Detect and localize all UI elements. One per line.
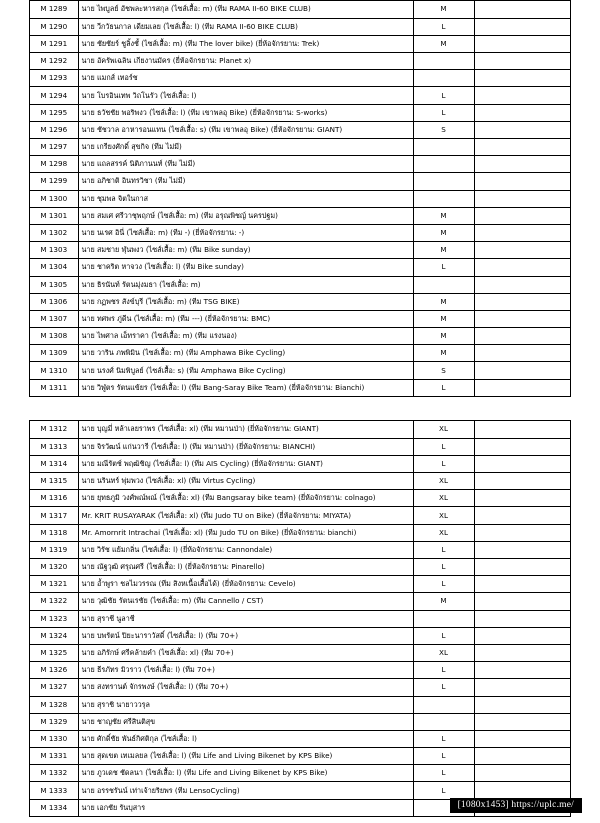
cell-size: L (413, 87, 474, 104)
table-row (30, 662, 570, 679)
cell-extra (474, 541, 570, 558)
cell-id: M 1293 (30, 70, 78, 87)
cell-size: M (413, 310, 474, 327)
cell-size: S (413, 121, 474, 138)
cell-name: นาย สุดเขต เทเมลยล (ไซส์เสื้อ: l) (ทีม Life and Living Bikenet by KPS Bike) (78, 748, 413, 765)
cell-id: M 1296 (30, 121, 78, 138)
cell-name: นาย บพรัตน์ ปิยะนาราวัสดิ์ (ไซส์เสื้อ: l) (ทีม 70+) (78, 627, 413, 644)
cell-extra (474, 679, 570, 696)
table-row (30, 207, 570, 224)
cell-id: M 1295 (30, 104, 78, 121)
cell-name: นาย นเรศ อินี่ (ไซส์เสื้อ: m) (ทีม -) (ยี่ห้อจักรยาน: -) (78, 224, 413, 241)
cell-extra (474, 242, 570, 259)
cell-extra (474, 18, 570, 35)
cell-extra (474, 259, 570, 276)
cell-size: L (413, 541, 474, 558)
table-row (30, 507, 570, 524)
cell-id: M 1289 (30, 1, 78, 18)
watermark: [1080x1453] https://uplc.me/ (450, 798, 582, 813)
cell-extra (474, 156, 570, 173)
cell-name: นาย ชุมพล จิตในกาส (78, 190, 413, 207)
cell-id: M 1310 (30, 362, 78, 379)
cell-extra (474, 87, 570, 104)
cell-id: M 1329 (30, 713, 78, 730)
table-row (30, 53, 570, 70)
cell-extra (474, 559, 570, 576)
cell-name: นาย ศักดิ์ชัย พันธ์กิศติกุล (ไซส์เสื้อ: l) (78, 730, 413, 747)
cell-size (413, 70, 474, 87)
table-row (30, 559, 570, 576)
cell-id: M 1306 (30, 293, 78, 310)
cell-extra (474, 576, 570, 593)
cell-size: XL (413, 524, 474, 541)
registration-table (30, 1, 570, 396)
cell-id: M 1323 (30, 610, 78, 627)
cell-id: M 1299 (30, 173, 78, 190)
table-row (30, 748, 570, 765)
cell-size: M (413, 1, 474, 18)
cell-extra (474, 421, 570, 438)
cell-id: M 1319 (30, 541, 78, 558)
table-row (30, 473, 570, 490)
cell-extra (474, 730, 570, 747)
table-row (30, 524, 570, 541)
cell-name: นาย จิรวัฒน์ แก่นวารี (ไซส์เสื้อ: l) (ทีม หมานป่า) (ยี่ห้อจักรยาน: BIANCHI) (78, 438, 413, 455)
table-row (30, 782, 570, 799)
cell-id: M 1324 (30, 627, 78, 644)
cell-extra (474, 310, 570, 327)
cell-size: XL (413, 644, 474, 661)
cell-extra (474, 224, 570, 241)
cell-name: นาย ทศพร ภู่ดีน (ไซส์เสื้อ: m) (ทีม ---) (ยี่ห้อจักรยาน: BMC) (78, 310, 413, 327)
table-row (30, 345, 570, 362)
cell-size: L (413, 748, 474, 765)
cell-id: M 1304 (30, 259, 78, 276)
table-row (30, 276, 570, 293)
cell-name: นาย วาริน ภพพิมิน (ไซส์เสื้อ: m) (ทีม Amphawa Bike Cycling) (78, 345, 413, 362)
cell-name: Mr. KRIT RUSAYARAK (ไซส์เสื้อ: xl) (ทีม Judo TU on Bike) (ยี่ห้อจักรยาน: MIYATA) (78, 507, 413, 524)
table-row (30, 576, 570, 593)
table-row (30, 293, 570, 310)
cell-size: L (413, 379, 474, 396)
cell-extra (474, 362, 570, 379)
cell-extra (474, 35, 570, 52)
cell-size (413, 156, 474, 173)
cell-id: M 1308 (30, 328, 78, 345)
cell-id: M 1321 (30, 576, 78, 593)
cell-id: M 1298 (30, 156, 78, 173)
cell-name: นาย ภูวเดช ชัดลนา (ไซส์เสื้อ: l) (ทีม Life and Living Bikenet by KPS Bike) (78, 765, 413, 782)
cell-extra (474, 276, 570, 293)
cell-name: นาย เกรียงศักดิ์ สุขกิจ (ทีม ไม่มี) (78, 139, 413, 156)
cell-id: M 1311 (30, 379, 78, 396)
cell-id: M 1303 (30, 242, 78, 259)
cell-extra (474, 121, 570, 138)
cell-name: นาย วุฒิชัย รัตนเรชัย (ไซส์เสื้อ: m) (ทีม Cannello / CST) (78, 593, 413, 610)
cell-id: M 1302 (30, 224, 78, 241)
table-row (30, 541, 570, 558)
cell-id: M 1290 (30, 18, 78, 35)
cell-id: M 1326 (30, 662, 78, 679)
cell-extra (474, 713, 570, 730)
cell-extra (474, 173, 570, 190)
cell-extra (474, 438, 570, 455)
table-row (30, 121, 570, 138)
cell-name: นาย ชาคริต หาจวง (ไซส์เสื้อ: l) (ทีม Bike sunday) (78, 259, 413, 276)
table-row (30, 644, 570, 661)
cell-id: M 1334 (30, 799, 78, 816)
cell-id: M 1292 (30, 53, 78, 70)
cell-extra (474, 139, 570, 156)
cell-size: M (413, 293, 474, 310)
table-row (30, 730, 570, 747)
table-row (30, 679, 570, 696)
cell-name: นาย ชัชวาล อาหารอนแทน (ไซส์เสื้อ: s) (ทีม เขาพลอุ Bike) (ยี่ห้อจักรยาน: GIANT) (78, 121, 413, 138)
cell-id: M 1330 (30, 730, 78, 747)
table-row (30, 35, 570, 52)
cell-name: นาย อัครัพเฉลิน เกียงานมัคร (ยี่ห้อจักรยาน: Planet x) (78, 53, 413, 70)
cell-name: นาย ธิรนันท์ รัตนมุ่งมธา (ไซส์เสื้อ: m) (78, 276, 413, 293)
cell-extra (474, 782, 570, 799)
cell-name: นาย วิฬูตร รัตนแข้ยร (ไซส์เสื้อ: l) (ทีม Bang-Saray Bike Team) (ยี่ห้อจักรยาน: Bianchi) (78, 379, 413, 396)
cell-name: นาย โบรอินเทพ วิถโนรัว (ไซส์เสื้อ: l) (78, 87, 413, 104)
cell-id: M 1309 (30, 345, 78, 362)
cell-extra (474, 1, 570, 18)
cell-name: นาย นรินทร์ พุ่มพวง (ไซส์เสื้อ: xl) (ทีม Virtus Cycling) (78, 473, 413, 490)
cell-id: M 1307 (30, 310, 78, 327)
cell-id: M 1322 (30, 593, 78, 610)
table-row (30, 593, 570, 610)
table-row (30, 455, 570, 472)
cell-id: M 1314 (30, 455, 78, 472)
cell-id: M 1325 (30, 644, 78, 661)
table-row (30, 610, 570, 627)
cell-id: M 1318 (30, 524, 78, 541)
cell-extra (474, 627, 570, 644)
cell-size: L (413, 679, 474, 696)
cell-id: M 1294 (30, 87, 78, 104)
cell-size: L (413, 765, 474, 782)
table-row (30, 438, 570, 455)
cell-id: M 1328 (30, 696, 78, 713)
registration-table-block-2 (29, 420, 571, 817)
cell-size: L (413, 576, 474, 593)
cell-extra (474, 696, 570, 713)
cell-size: L (413, 627, 474, 644)
cell-size: S (413, 362, 474, 379)
cell-extra (474, 190, 570, 207)
cell-name: นาย อรรชรันน์ เท่าเจ้ายริยพร (ทีม LensoCycling) (78, 782, 413, 799)
table-row (30, 490, 570, 507)
cell-size (413, 713, 474, 730)
table-row (30, 224, 570, 241)
cell-name: นาย กฏพชร สังข์บุรี (ไซส์เสื้อ: m) (ทีม TSG BIKE) (78, 293, 413, 310)
cell-extra (474, 293, 570, 310)
cell-name: นาย วิรัช แย้มกลิ่น (ไซส์เสื้อ: l) (ยี่ห้อจักรยาน: Cannondale) (78, 541, 413, 558)
cell-id: M 1300 (30, 190, 78, 207)
cell-size: M (413, 242, 474, 259)
cell-extra (474, 70, 570, 87)
cell-size: L (413, 730, 474, 747)
cell-extra (474, 507, 570, 524)
cell-size: L (413, 662, 474, 679)
cell-extra (474, 328, 570, 345)
cell-extra (474, 662, 570, 679)
cell-size: XL (413, 421, 474, 438)
cell-size: L (413, 782, 474, 799)
cell-name: นาย สุราชิ นายาววรุล (78, 696, 413, 713)
table-row (30, 713, 570, 730)
cell-id: M 1327 (30, 679, 78, 696)
table-row (30, 242, 570, 259)
cell-name: นาย ธีรภัทร มิวราว (ไซส์เสื้อ: l) (ทีม 70+) (78, 662, 413, 679)
table-row (30, 173, 570, 190)
cell-name: นาย นรงศ์ นิมพิบูลย์ (ไซส์เสื้อ: s) (ทีม Amphawa Bike Cycling) (78, 362, 413, 379)
cell-extra (474, 207, 570, 224)
cell-size: L (413, 259, 474, 276)
cell-name: นาย แมกส์ เทอร์ช (78, 70, 413, 87)
cell-name: นาย อภิชาติ อินทรวิชา (ทีม ไม่มี) (78, 173, 413, 190)
cell-name: นาย ยุทธภูมิ วงศ์พณ์พณ์ (ไซส์เสื้อ: xl) (ทีม Bangsaray bike team) (ยี่ห้อจักรยาน: colnago) (78, 490, 413, 507)
cell-name: นาย บุญมี่ หล้าเลยราพร (ไซส์เสื้อ: xl) (ทีม หมานป่า) (ยี่ห้อจักรยาน: GIANT) (78, 421, 413, 438)
cell-extra (474, 748, 570, 765)
cell-name: นาย แถลสรรค์ นิติภานนท์ (ทีม ไม่มี) (78, 156, 413, 173)
cell-extra (474, 644, 570, 661)
cell-name: นาย สุราชี นูลาชี (78, 610, 413, 627)
cell-size: M (413, 328, 474, 345)
cell-name: นาย ชัยชัยร์ ชูลิ้งชั้ (ไซส์เสื้อ: m) (ทีม The lover bike) (ยี่ห้อจักรยาน: Trek) (78, 35, 413, 52)
cell-extra (474, 490, 570, 507)
cell-name: นาย อ้ำพูรา ชลไมวรรณ (ทีม สิงหเนื้อเสื้อได้) (ยี่ห้อจักรยาน: Cevelo) (78, 576, 413, 593)
cell-size (413, 53, 474, 70)
table-row (30, 156, 570, 173)
cell-extra (474, 765, 570, 782)
cell-name: นาย วีกวัธนกาล เดียมเลย (ไซส์เสื้อ: l) (ทีม RAMA II-60 BIKE CLUB) (78, 18, 413, 35)
table-row (30, 310, 570, 327)
cell-size: L (413, 18, 474, 35)
cell-size: XL (413, 473, 474, 490)
cell-size: M (413, 224, 474, 241)
table-row (30, 87, 570, 104)
cell-size: L (413, 104, 474, 121)
cell-id: M 1317 (30, 507, 78, 524)
table-row (30, 259, 570, 276)
cell-name: นาย ชาญชัย ศรีสินติสุข (78, 713, 413, 730)
cell-extra (474, 345, 570, 362)
cell-size (413, 173, 474, 190)
cell-name: นาย สมชาย ฬุ่นพงว (ไซส์เสื้อ: m) (ทีม Bike sunday) (78, 242, 413, 259)
cell-id: M 1316 (30, 490, 78, 507)
cell-id: M 1297 (30, 139, 78, 156)
cell-name: นาย เอกชัย รันบุสาร (78, 799, 413, 816)
cell-id: M 1301 (30, 207, 78, 224)
table-row (30, 627, 570, 644)
table-row (30, 379, 570, 396)
table-row (30, 104, 570, 121)
cell-id: M 1291 (30, 35, 78, 52)
cell-name: นาย มณีรัตช์ พฤฒิชิญ (ไซส์เสื้อ: l) (ทีม AIS Cycling) (ยี่ห้อจักรยาน: GIANT) (78, 455, 413, 472)
cell-size (413, 696, 474, 713)
cell-name: นาย ไพศาล เอ็ทราคา (ไซส์เสื้อ: m) (ทีม แรงนอง) (78, 328, 413, 345)
cell-size: M (413, 207, 474, 224)
cell-id: M 1320 (30, 559, 78, 576)
cell-size (413, 276, 474, 293)
cell-name: Mr. Amornrit Intrachai (ไซส์เสื้อ: xl) (ทีม Judo TU on Bike) (ยี่ห้อจักรยาน: bianchi) (78, 524, 413, 541)
table-row (30, 139, 570, 156)
cell-size: XL (413, 490, 474, 507)
cell-id: M 1312 (30, 421, 78, 438)
cell-name: นาย อภิรักษ์ ศรีคล้ายคำ (ไซส์เสื้อ: xl) (ทีม 70+) (78, 644, 413, 661)
cell-extra (474, 455, 570, 472)
cell-extra (474, 379, 570, 396)
table-row (30, 696, 570, 713)
cell-extra (474, 524, 570, 541)
cell-size: M (413, 593, 474, 610)
cell-id: M 1333 (30, 782, 78, 799)
cell-size: M (413, 345, 474, 362)
cell-id: M 1332 (30, 765, 78, 782)
table-row (30, 421, 570, 438)
cell-name: นาย ไพบูลย์ อัชพละหารสกุล (ไซส์เสื้อ: m) (ทีม RAMA II-60 BIKE CLUB) (78, 1, 413, 18)
cell-size: L (413, 438, 474, 455)
cell-name: นาย ธวัชชัย พอริพงว (ไซส์เสื้อ: l) (ทีม เขาพลอุ Bike) (ยี่ห้อจักรยาน: S-works) (78, 104, 413, 121)
cell-size: L (413, 455, 474, 472)
cell-extra (474, 593, 570, 610)
registration-table (30, 421, 570, 816)
table-row (30, 70, 570, 87)
cell-size: M (413, 35, 474, 52)
cell-size (413, 190, 474, 207)
registration-table-block-1 (29, 0, 571, 397)
cell-extra (474, 610, 570, 627)
cell-id: M 1305 (30, 276, 78, 293)
table-row (30, 765, 570, 782)
cell-size (413, 610, 474, 627)
cell-size (413, 139, 474, 156)
cell-extra (474, 104, 570, 121)
cell-size: XL (413, 507, 474, 524)
cell-extra (474, 53, 570, 70)
table-row (30, 362, 570, 379)
cell-name: นาย ณัฐวุฒิ ศรุณศรี (ไซส์เสื้อ: l) (ยี่ห้อจักรยาน: Pinarello) (78, 559, 413, 576)
cell-id: M 1331 (30, 748, 78, 765)
cell-extra (474, 473, 570, 490)
cell-name: นาย สมเศ ศรีวาชุพฤกษ์ (ไซส์เสื้อ: m) (ทีม อรุณพิชญ์ นครปฐม) (78, 207, 413, 224)
cell-id: M 1315 (30, 473, 78, 490)
cell-size: L (413, 559, 474, 576)
table-row (30, 328, 570, 345)
table-row (30, 18, 570, 35)
cell-id: M 1313 (30, 438, 78, 455)
table-row (30, 190, 570, 207)
table-row (30, 1, 570, 18)
cell-name: นาย สงทรานต์ จักรพงษ์ (ไซส์เสื้อ: l) (ทีม 70+) (78, 679, 413, 696)
